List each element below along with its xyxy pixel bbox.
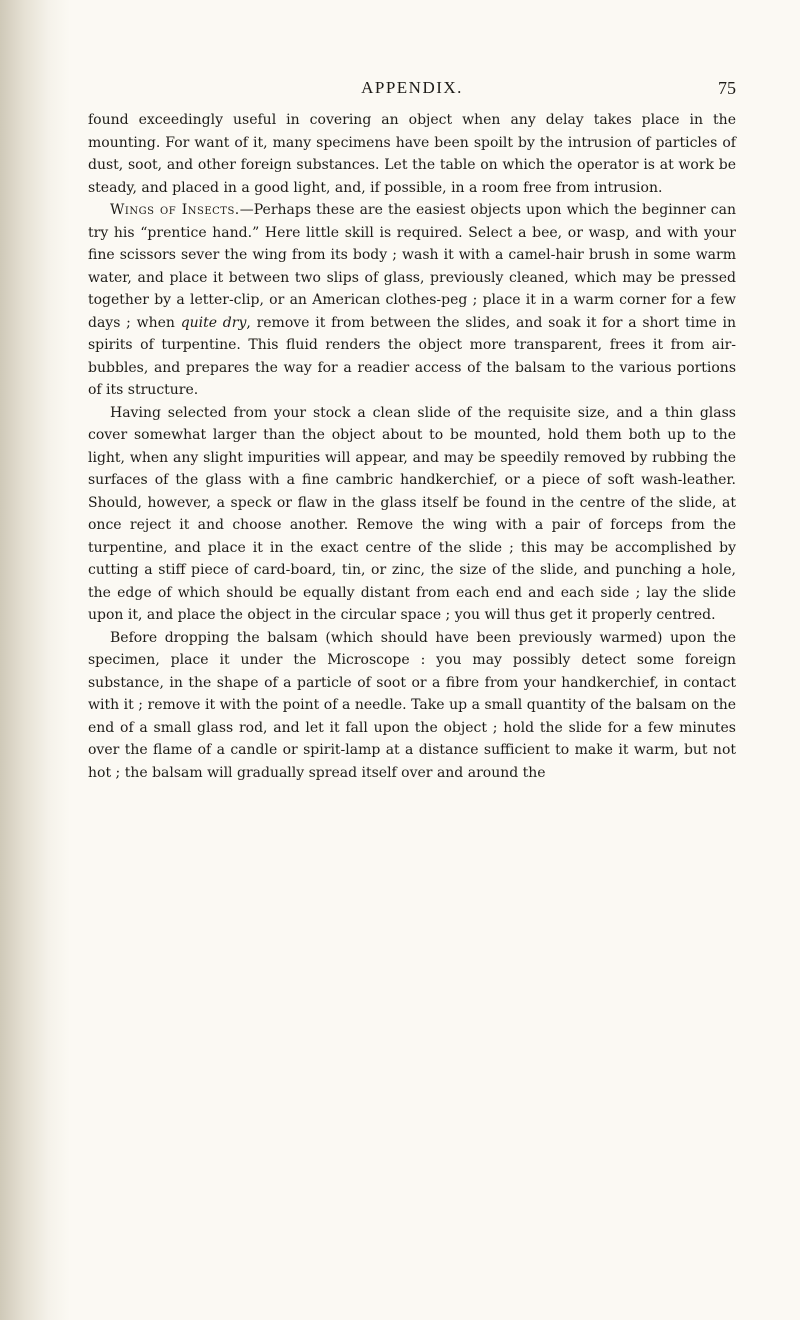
paragraph-continuation: found exceedingly useful in covering an object when any delay takes place in the mounting. For want of it, many specimens have been spoilt by the intrusion of particles of dust, soot, and other foreign substances. Let the table on which the operator is at work be steady, and placed in a good light, and, if possible, in a room free from intrusion. — [88, 112, 736, 196]
header-title: APPENDIX. — [361, 78, 463, 97]
emphasis-text: quite dry — [180, 314, 247, 331]
section-heading: Wings of Insects. — [110, 202, 240, 218]
paragraph-text: , remove it from between the slides, and soak it for a short time in spirits of turpentine. This fluid renders the object more transparent, frees it from air-bubbles, and prepares the way for a readier access of the balsam to the various portions of its structure. — [88, 314, 736, 398]
paragraph-wings-of-insects — [88, 199, 736, 402]
book-page — [88, 78, 736, 784]
paragraph-balsam: Before dropping the balsam (which should have been previously warmed) upon the specimen, place it under the Microscope : you may possibly detect some foreign substance, in the shape of a particle of soot or a fibre from your handkerchief, in contact with it ; remove it with the point of a needle. Take up a small quantity of the balsam on the end of a small glass rod, and let it fall upon the object ; hold the slide for a few minutes over the flame of a candle or spirit-lamp at a distance sufficient to make it warm, but not hot ; the balsam will gradually spread itself over and around the — [88, 629, 736, 781]
body-text — [88, 109, 736, 784]
binding-shadow — [0, 0, 70, 1320]
paragraph-text: —Perhaps these are the easiest objects upon which the beginner can try his “prentice hand.” Here little skill is required. Select a bee, or wasp, and with your fine scissors sever the wing from its body ; wash it with a camel-hair brush in some warm water, and place it between two slips of glass, previously cleaned, which may be pressed together by a letter-clip, or an American clothes-peg ; place it in a warm corner for a few days ; when — [88, 202, 736, 331]
paragraph-slide-selection: Having selected from your stock a clean slide of the requisite size, and a thin glass cover somewhat larger than the object about to be mounted, hold them both up to the light, when any slight impurities will appear, and may be speedily removed by rubbing the surfaces of the glass with a fine cambric handkerchief, or a piece of soft wash-leather. Should, however, a speck or flaw in the glass itself be found in the centre of the slide, at once reject it and choose another. Remove the wing with a pair of forceps from the turpentine, and place it in the exact centre of the slide ; this may be accomplished by cutting a stiff piece of card-board, tin, or zinc, the size of the slide, and punching a hole, the edge of which should be equally distant from each end and each side ; lay the slide upon it, and place the object in the circular space ; you will thus get it properly centred. — [88, 404, 736, 623]
running-head — [88, 78, 736, 108]
page-number: 75 — [718, 78, 736, 98]
